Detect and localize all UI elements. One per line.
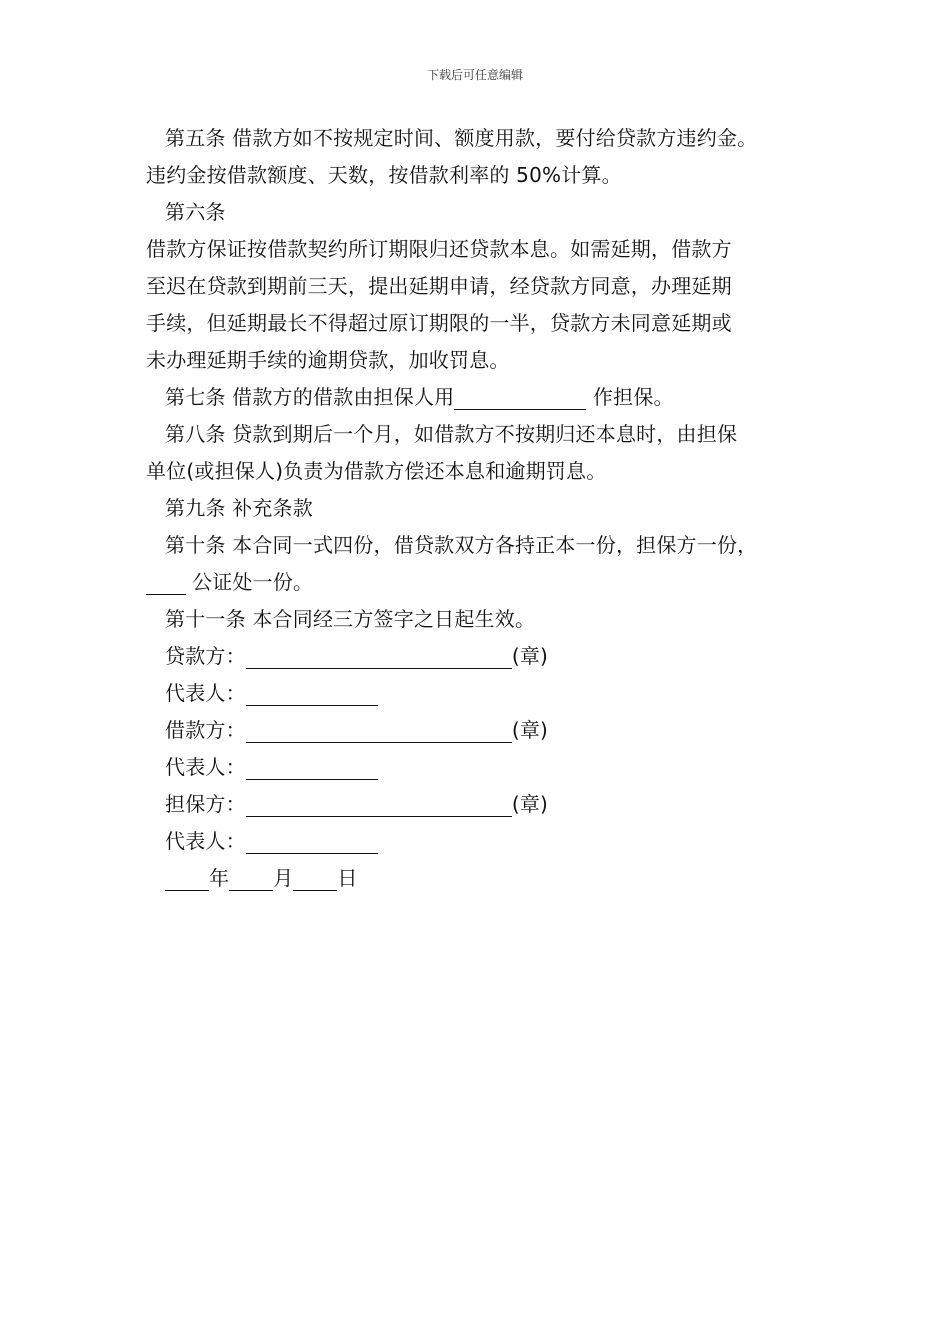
article-7-suffix: 作担保。	[586, 385, 674, 409]
article-10-line-2-text: 公证处一份。	[192, 570, 314, 594]
article-8-line-2: 单位(或担保人)负责为借款方偿还本息和逾期罚息。	[146, 459, 607, 483]
representative-label: 代表人：	[165, 755, 246, 779]
day-label: 日	[337, 866, 358, 890]
borrower-signature-blank[interactable]	[246, 716, 512, 743]
article-7	[146, 379, 826, 416]
lender-signature-blank[interactable]	[246, 642, 512, 669]
guarantor-representative-row	[146, 823, 826, 860]
article-6-line-1: 借款方保证按借款契约所订期限归还贷款本息。如需延期，借款方	[146, 237, 732, 261]
guarantor-signature-blank[interactable]	[246, 790, 512, 817]
guarantor-label: 担保方：	[165, 792, 246, 816]
article-9: 第九条 补充条款	[165, 496, 313, 520]
article-8-line-1: 第八条 贷款到期后一个月，如借款方不按期归还本息时，由担保	[165, 422, 738, 446]
day-blank[interactable]	[293, 864, 337, 891]
representative-label: 代表人：	[165, 829, 246, 853]
date-row	[146, 860, 826, 897]
borrower-label: 借款方：	[165, 718, 246, 742]
month-blank[interactable]	[229, 864, 273, 891]
lender-seal: (章)	[511, 644, 549, 668]
lender-representative-row	[146, 675, 826, 712]
collateral-blank[interactable]	[454, 383, 586, 410]
article-6-line-2: 至迟在贷款到期前三天，提出延期申请，经贷款方同意，办理延期	[146, 274, 732, 298]
lender-signature-row	[146, 638, 826, 675]
borrower-representative-blank[interactable]	[246, 753, 378, 780]
header-note: 下载后可任意编辑	[426, 68, 523, 82]
article-6-line-3: 手续，但延期最长不得超过原订期限的一半，贷款方未同意延期或	[146, 311, 732, 335]
article-6-line-4: 未办理延期手续的逾期贷款，加收罚息。	[146, 348, 510, 372]
notary-blank[interactable]	[146, 568, 186, 595]
guarantor-seal: (章)	[511, 792, 549, 816]
article-10-line-1: 第十条 本合同一式四份，借贷款双方各持正本一份，担保方一份，	[165, 533, 758, 557]
representative-label: 代表人：	[165, 681, 246, 705]
lender-representative-blank[interactable]	[246, 679, 378, 706]
article-10-line-2	[146, 564, 826, 601]
article-6-title: 第六条	[165, 200, 226, 224]
year-blank[interactable]	[165, 864, 209, 891]
lender-label: 贷款方：	[165, 644, 246, 668]
contract-body	[146, 120, 826, 897]
year-label: 年	[209, 866, 230, 890]
borrower-seal: (章)	[511, 718, 549, 742]
article-11: 第十一条 本合同经三方签字之日起生效。	[165, 607, 536, 631]
article-7-prefix: 第七条 借款方的借款由担保人用	[165, 385, 455, 409]
borrower-signature-row	[146, 712, 826, 749]
month-label: 月	[273, 866, 294, 890]
borrower-representative-row	[146, 749, 826, 786]
guarantor-signature-row	[146, 786, 826, 823]
guarantor-representative-blank[interactable]	[246, 827, 378, 854]
article-5-line-1: 第五条 借款方如不按规定时间、额度用款，要付给贷款方违约金。	[165, 126, 758, 150]
article-5-line-2: 违约金按借款额度、天数，按借款利率的 50%计算。	[146, 163, 622, 187]
